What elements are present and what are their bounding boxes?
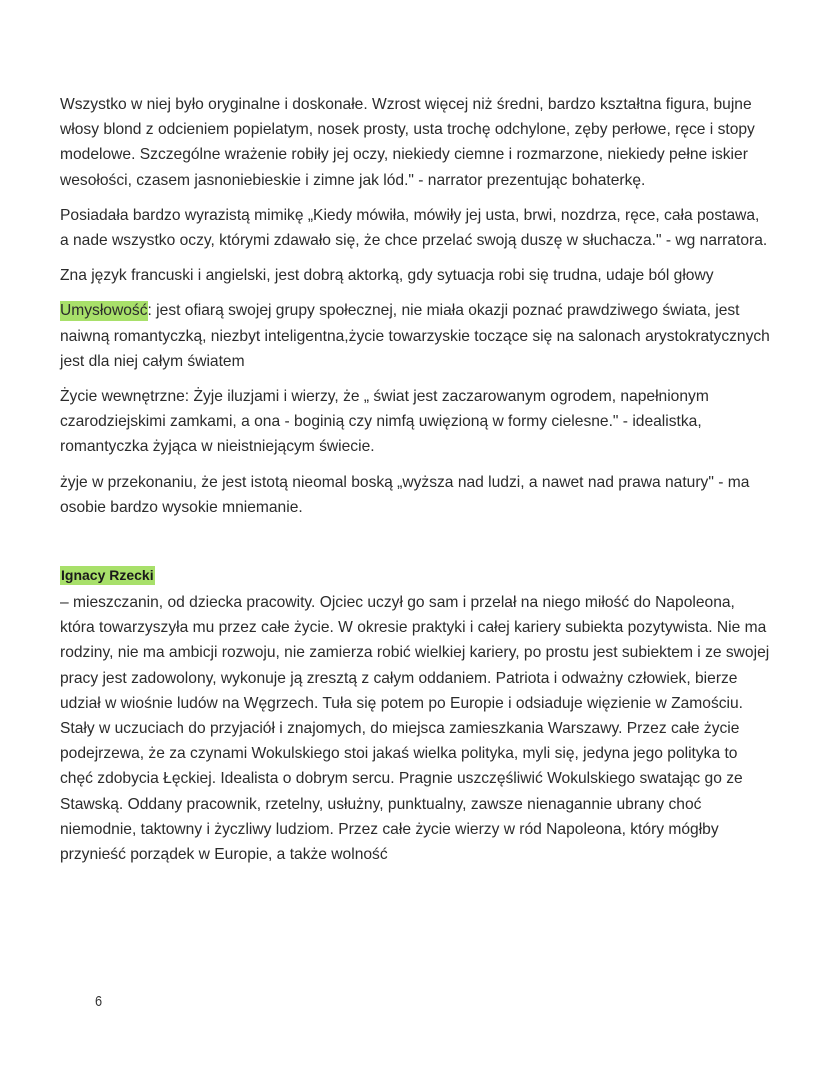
paragraph-languages: Zna język francuski i angielski, jest dobrą aktorką, gdy sytuacja robi się trudna, udaje ból głowy (60, 267, 714, 285)
intellect-text: : jest ofiarą swojej grupy społecznej, nie miała okazji poznać prawdziwego świata, jest naiwną romantyczką, niezbyt inteligentna,życie towarzyskie toczące się na salonach arystokratycznych jest dla niej całym światem (60, 302, 770, 370)
paragraph-inner-life: Życie wewnętrzne: Żyje iluzjami i wierzy, że „ świat jest zaczarowanym ogrodem, napełnionym czarodziejskimi zamkami, a ona - boginią czy nimfą uwięzioną w formy cielesne." - idealistka, romantyczka żyjąca w nieistniejącym świecie. (60, 388, 709, 456)
document-page (60, 92, 772, 877)
highlighted-label-umyslowosc: Umysłowość (60, 302, 148, 320)
section-body: – mieszczanin, od dziecka pracowity. Ojciec uczył go sam i przelał na niego miłość do Napoleona, która towarzyszyła mu przez całe życie. W okresie praktyki i całej kariery subiekta pozytywista. Nie ma rodziny, nie ma ambicji rozwoju, nie zamierza robić wielkiej kariery, po prostu jest subiektem i ze swojej pracy jest zadowolony, wykonuje ją zresztą z całym oddaniem. Patriota i odważny człowiek, bierze udział w wiośnie ludów na Węgrzech. Tuła się potem po Europie i odsiaduje więzienie w Zamościu. Stały w uczuciach do przyjaciół i znajomych, do miejsca zamieszkania Warszawy. Przez całe życie podejrzewa, że za czynami Wokulskiego stoi jakaś wielka polityka, myli się, jedyna jego polityka to chęć zdobycia Łęckiej. Idealista o dobrym sercu. Pragnie uszczęśliwić Wokulskiego swatając go ze Stawską. Oddany pracownik, rzetelny, usłużny, punktualny, zawsze nienagannie ubrany choć niemodnie, taktowny i życzliwy ludziom. Przez całe życie wierzy w ród Napoleona, który mógłby przynieść porządek w Europie, a także wolność (60, 594, 770, 864)
paragraph-self-image: żyje w przekonaniu, że jest istotą nieomal boską „wyższa nad ludzi, a nawet nad prawa natury" - ma osobie bardzo wysokie mniemanie. (60, 473, 750, 516)
paragraph-mimicry: Posiadała bardzo wyrazistą mimikę „Kiedy mówiła, mówiły jej usta, brwi, nozdrza, ręce, cała postawa, a nade wszystko oczy, którymi zdawało się, że chce przelać swoją duszę w słuchacza." - wg narratora. (60, 206, 768, 250)
section-heading-text: Ignacy Rzecki (61, 567, 154, 584)
page-number: 6 (95, 993, 103, 1010)
paragraph-intellect (60, 298, 772, 374)
paragraph-appearance: Wszystko w niej było oryginalne i doskonałe. Wzrost więcej niż średni, bardzo kształtna figura, bujne włosy blond z odcieniem popielatym, nosek prosty, usta trochę odchylone, zęby perłowe, ręce i stopy modelowe. Szczególne wrażenie robiły jej oczy, niekiedy ciemne i rozmarzone, niekiedy pełne iskier wesołości, czasem jasnoniebieskie i zimne jak lód." - narrator prezentując bohaterkę. (60, 96, 755, 189)
section-spacer (60, 530, 772, 564)
section-heading (60, 564, 772, 586)
